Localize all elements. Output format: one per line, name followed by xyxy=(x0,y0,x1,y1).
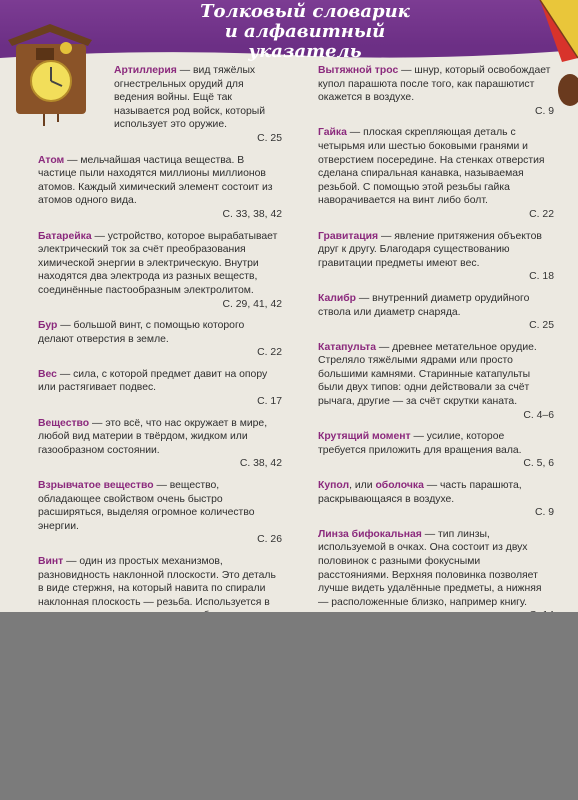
entry-term: Калибр xyxy=(318,292,357,304)
entry-term: Линза бифокальная xyxy=(318,528,422,540)
entry-term: Вещество xyxy=(38,417,90,429)
entry-text: — сила, с которой предмет давит на опору или растягивает подвес. xyxy=(38,368,268,394)
entry-pages: С. 9 xyxy=(534,105,554,117)
entry-pages: С. 4–6 xyxy=(523,409,554,421)
entry-pages: С. 22 xyxy=(529,208,554,220)
entry-text: — мельчайшая частица вещества. В частице пыли находятся миллионы миллионов атомов. Каждый химический элемент состоит из атомов одного вида. xyxy=(38,154,273,207)
entry-text: — тип линзы, используемой в очках. Она состоит из двух половинок с разными фокусными расстояниями. Верхняя половинка позволяет лучше видеть удалённые предметы, а нижняя — расположенные близко, например книгу. xyxy=(318,528,542,608)
entry-term: Купол xyxy=(318,480,350,492)
glossary-entry xyxy=(38,417,282,471)
entry-term: Гайка xyxy=(318,127,347,139)
entry-term: Гравитация xyxy=(318,230,379,242)
glossary-entry xyxy=(38,154,282,222)
entry-text: , или xyxy=(349,480,376,492)
entry-text: — усилие, которое требуется приложить для вращения вала. xyxy=(318,431,522,456)
left-column xyxy=(38,64,282,707)
entry-text: — это всё, что нас окружает в мире, любой вид материи в твёрдом, жидком или газообразном состоянии. xyxy=(38,417,268,456)
glossary-entry xyxy=(318,64,554,118)
entry-term: Бур xyxy=(38,320,58,332)
entry-text: — внутренний диаметр орудийного ствола или диаметр снаряда. xyxy=(318,292,530,318)
glossary-entry xyxy=(38,479,282,547)
glossary-entry xyxy=(318,126,554,221)
glossary-entry xyxy=(318,479,554,520)
entry-pages: С. 5, 6 xyxy=(523,458,554,470)
entry-text-alt: — часть парашюта, раскрывающаяся в воздухе. xyxy=(318,480,522,505)
entry-pages: С. 17 xyxy=(257,396,282,408)
glossary-entry xyxy=(318,230,554,284)
entry-term: Атом xyxy=(38,154,65,166)
entry-term: Взрывчатое вещество xyxy=(38,480,154,492)
entry-term: Батарейка xyxy=(38,230,92,242)
entry-text: — вид тяжёлых огнестрельных орудий для ведения войны. Ещё так называется род войск, который использует это оружие. xyxy=(114,65,266,131)
entry-term: Артиллерия xyxy=(114,65,177,76)
kite-icon xyxy=(520,0,578,70)
right-column xyxy=(318,64,554,680)
entry-text: — шнур, который освобождает купол парашюта после того, как парашютист окажется в воздухе. xyxy=(318,65,551,104)
glossary-entry xyxy=(318,430,554,471)
entry-term: Катапульта xyxy=(318,341,376,353)
entry-pages: С. 26 xyxy=(257,534,282,546)
glossary-entry xyxy=(318,341,554,423)
entry-term: Винт xyxy=(38,556,64,567)
title-line-2: и алфавитный указатель xyxy=(224,21,386,62)
glossary-entry xyxy=(114,64,282,146)
entry-pages: С. 38, 42 xyxy=(239,458,282,470)
entry-term: Крутящий момент xyxy=(318,431,411,443)
blank-region xyxy=(0,612,578,800)
entry-text: — устройство, которое вырабатывает электрический ток за счёт преобразования химической энергии в электрическую. Внутри находятся два электрода из разных веществ, соединённые пастообразным электролитом. xyxy=(38,230,278,296)
glossary-entry xyxy=(318,528,554,623)
entry-pages: С. 25 xyxy=(529,320,554,332)
entry-text: — плоская скрепляющая деталь с четырьмя или шестью боковыми гранями и отверстием посередине. На стенках отверстия сделана спиральная канавка, называемая резьбой. С помощью этой резьбы гайка наворачивается на винт либо болт. xyxy=(318,127,545,207)
glossary-entry xyxy=(318,292,554,333)
entry-term-alt: оболочка xyxy=(375,480,424,492)
title-line-1: Толковый словарик xyxy=(200,1,410,22)
entry-term: Вес xyxy=(38,368,57,380)
entry-text: — древнее метательное орудие. Стреляло тяжёлыми ядрами или просто большими камнями. Старинные катапульты были двух типов: одни действовали за счёт рычага, другие — за счёт скрутки каната. xyxy=(318,341,537,408)
glossary-entry xyxy=(38,230,282,312)
entry-text: — вещество, обладающее свойством очень быстро расширяться, выделяя огромное количество энергии. xyxy=(38,480,255,532)
entry-pages: С. 25 xyxy=(257,132,282,144)
entry-text: — один из простых механизмов, разновидность наклонной плоскости. Это деталь в виде стержня, на который навита по спирали наклонная плоскость — резьба. Используется в xyxy=(38,556,276,608)
entry-pages: С. 18 xyxy=(529,271,554,283)
glossary-entry xyxy=(38,319,282,360)
glossary-entry xyxy=(38,368,282,409)
page-title xyxy=(175,2,435,62)
entry-text: — большой винт, с помощью которого делают отверстия в земле. xyxy=(38,320,245,345)
entry-pages: С. 33, 38, 42 xyxy=(222,208,282,220)
entry-term: Вытяжной трос xyxy=(318,65,399,76)
entry-pages: С. 29, 41, 42 xyxy=(222,298,282,310)
entry-text: — явление притяжения объектов друг к другу. Благодаря существованию гравитации предметы имеют вес. xyxy=(318,230,542,269)
entry-pages: С. 22 xyxy=(257,347,282,359)
entry-pages: С. 9 xyxy=(534,507,554,519)
